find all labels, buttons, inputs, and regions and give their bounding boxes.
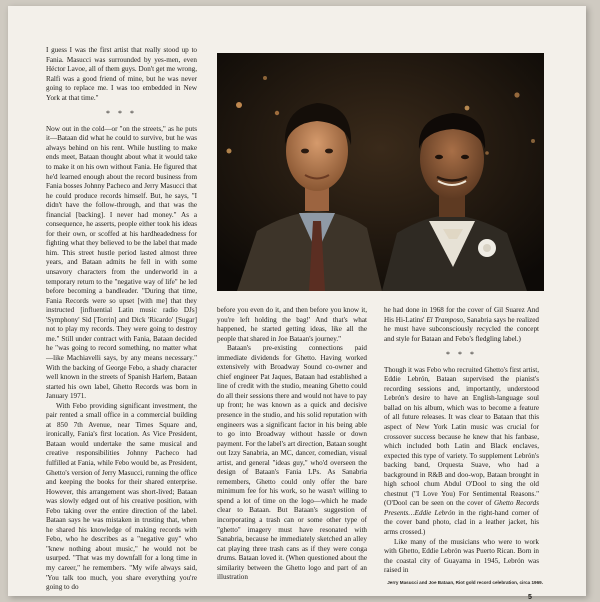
text-run: , Sanabria says he realized he must have subconsciously recycled the concept and style for Bataan and Febo's fledgling label.) — [384, 315, 539, 343]
paragraph — [384, 366, 539, 538]
text-column-left — [46, 46, 197, 593]
paragraph: Bataan's pre-existing connections paid immediate dividends for Ghetto. Having worked extensively with Broadway Sound co-owner and chief engineer Pat Jaques, Bataan had established a line of credit with the studio, meaning Ghetto could do all their sessions there and would not have to pay up front; he was known as a quick and decisive presence in the studio, and his solid reputation with engineers was a significant factor in his being able to go into Broadway without hassle or down payment. For the label's art direction, Bataan sought out Izzy Sanabria, an MC, dancer, comedian, visual artist, and general "ideas guy," who'd overseen the design of Bataan's Fania LPs. As Sanabria remembers, Ghetto could only offer the bare minimum fee for his work, so he wasn't willing to spend a lot of time on the logo—which he made clear to Bataan. But Bataan's suggestion of incorporating a trash can or some other type of "ghetto" imagery must have resonated with Sanabria, because he immediately sketched an alley cat playing three trash cans as if they were conga drums. Bataan loved it. (When questioned about the similarity between the Ghetto logo and part of an illustration — [217, 344, 367, 582]
section-break: * * * — [446, 350, 477, 360]
photo-caption: Jerry Masucci and Joe Bataan, Riot gold record celebration, circa 1969. — [387, 580, 543, 585]
photograph — [217, 53, 544, 291]
paragraph — [384, 306, 539, 344]
text-column-middle — [217, 306, 367, 583]
paragraph: With Febo providing significant investment, the pair rented a small office in a commercial building at 850 7th Avenue, near Times Square and, ironically, Fania's first location. As Vice President, Bataan would undertake the same musical and creative responsibilities Johnny Pacheco had fulfilled at Fania, while Febo would be, as President, Ghetto's version of Jerry Masucci, running the office and keeping the books for their shared enterprise. However, this arrangement was short-lived; Bataan was slowly edged out of his creative position, with Febo taking over the entire direction of the label. Bataan says he was mistaken in trusting that, when he shared his knowledge of making records with Febo, who he describes as a "negative guy" who "knew nothing about music," he would not be usurped. "That was my downfall for a long time in my career," he remembers. "My wife always said, 'You talk too much, you share everything you're going to do — [46, 401, 197, 592]
text-run: in the right-hand corner of the cover band photo, clad in a leather jacket, his arms crossed.) — [384, 508, 539, 537]
paragraph: Like many of the musicians who were to work with Ghetto, Eddie Lebrón was Puerto Rican. Born in the coastal city of Guayama in 1945, Lebrón was raised in — [384, 537, 539, 575]
paragraph: Now out in the cold—or "on the streets," as he puts it—Bataan did what he could to survive, but he was always behind on his rent. While hustling to make ends meet, Bataan thought about what it would take to make it on his own without Fania. He figured that he'd learned enough about the record business from Fania bosses Johnny Pacheco and Jerry Masucci that he could produce records himself. But, he says, "I didn't have the follow-through, and that was the financial [backing]. I never had money." As a consequence, he asserts, people either took his ideas for their own, or scoffed at his hardheadedness for fighting what they believed to be the label that made him. This street hustle period lasted almost three years, and Bataan admits he fell in with some unsavory characters from the underworld in a temporary return to the "negative way of life" he led before becoming a bandleader. "During that time, Fania Records were so upset [with me] that they instructed [influential Latin music radio DJs] 'Symphony' Sid [Torrin] and Dick 'Ricardo' [Sugar] not to play my records. They were going to destroy me." Still under contract with Fania, Bataan decided he "was going to record something, no matter what—like Machiavelli says, by any means necessary." With the backing of George Febo, a shady character well known in the streets of Spanish Harlem, Bataan started his own label, Ghetto Records was born in January 1971. — [46, 124, 197, 401]
page-number: 5 — [528, 594, 532, 601]
text-run: he had done in 1968 for the cover of Gil Suarez And His Hi-Latins' — [384, 306, 539, 324]
text-run: Though it was Febo who recruited Ghetto's first artist, Eddie Lebrón, Bataan supervised the pianist's recording sessions and, importantly, understood Lebrón's desire to have an English-language soul ballad on his album, which was to become a feature of all future releases. It was clear to Bataan that this aspect of New York Latin music was crucial for crossover success because he knew that his fanbase, which included both Latin and Black enclaves, expected this type of variety. To supplement Lebrón's backing band, Orquesta Suave, who had a background in R&B and doo-wop, Bataan brought in high school chum Abdul O'Dool to sing the old chestnut ("I Love You) For Sentimental Reasons." (O'Dool can be seen on the cover of — [384, 365, 539, 508]
paragraph: before you even do it, and then before you know it, you're left holding the bag!' And that's what happened, he started getting ideas, like all the people that shared in Joe Bataan's journey." — [217, 306, 367, 343]
photo-illustration — [217, 53, 544, 291]
paragraph: I guess I was the first artist that really stood up to Fania. Masucci was surrounded by yes-men, even Héctor Lavoe, all of them guys. Don't get me wrong, Ralfi was a good friend of mine, but he was never going to replace me. I was too embedded in New York at that time." — [46, 46, 197, 102]
text-column-right — [384, 306, 539, 576]
book-page — [8, 6, 586, 596]
album-title: El Tramposo — [426, 315, 464, 324]
section-break: * * * — [106, 109, 137, 119]
album-title: Ghetto Records Presents…Eddie Lebrón — [384, 499, 540, 517]
